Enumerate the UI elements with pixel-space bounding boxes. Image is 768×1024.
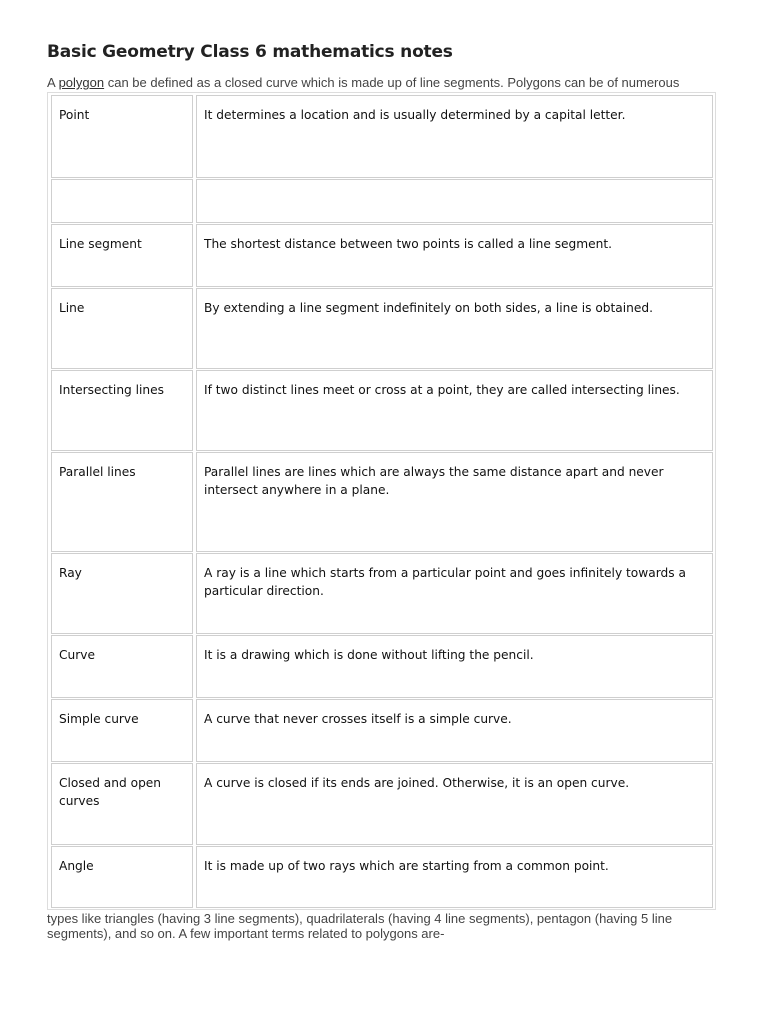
definition-cell: It is made up of two rays which are starting from a common point. (196, 846, 713, 908)
table-row (51, 846, 713, 908)
intro-prefix: A (47, 75, 59, 90)
intro-paragraph (47, 75, 747, 91)
polygon-link[interactable]: polygon (58, 75, 105, 90)
definition-cell: A ray is a line which starts from a particular point and goes infinitely towards a particular direction. (196, 553, 713, 634)
term-cell: Line segment (51, 224, 193, 287)
table-row (51, 179, 713, 223)
term-cell: Intersecting lines (51, 370, 193, 451)
table-row (51, 553, 713, 634)
term-cell: Point (51, 95, 193, 178)
table-row (51, 288, 713, 369)
term-cell: Closed and open curves (51, 763, 193, 845)
definition-cell: By extending a line segment indefinitely on both sides, a line is obtained. (196, 288, 713, 369)
definition-cell: It is a drawing which is done without lifting the pencil. (196, 635, 713, 698)
terms-table (47, 92, 716, 910)
definition-cell: Parallel lines are lines which are always the same distance apart and never intersect anywhere in a plane. (196, 452, 713, 552)
term-cell: Ray (51, 553, 193, 634)
definition-cell: A curve is closed if its ends are joined. Otherwise, it is an open curve. (196, 763, 713, 845)
table-row (51, 95, 713, 178)
term-cell: Curve (51, 635, 193, 698)
intro-text: can be defined as a closed curve which is made up of line segments. Polygons can be of numerous (104, 75, 680, 90)
page-title: Basic Geometry Class 6 mathematics notes (47, 42, 453, 62)
definition-cell: The shortest distance between two points is called a line segment. (196, 224, 713, 287)
table-row (51, 224, 713, 287)
table-row (51, 370, 713, 451)
term-cell: Line (51, 288, 193, 369)
term-cell: Simple curve (51, 699, 193, 762)
definition-cell: If two distinct lines meet or cross at a point, they are called intersecting lines. (196, 370, 713, 451)
definition-cell (196, 179, 713, 223)
definition-cell: A curve that never crosses itself is a simple curve. (196, 699, 713, 762)
table-row (51, 635, 713, 698)
outro-paragraph: types like triangles (having 3 line segments), quadrilaterals (having 4 line segments), pentagon (having 5 line segments), and so on. A few important terms related to polygons are- (47, 911, 673, 941)
table-row (51, 763, 713, 845)
term-cell (51, 179, 193, 223)
table-row (51, 452, 713, 552)
term-cell: Parallel lines (51, 452, 193, 552)
table-row (51, 699, 713, 762)
term-cell: Angle (51, 846, 193, 908)
definition-cell: It determines a location and is usually determined by a capital letter. (196, 95, 713, 178)
